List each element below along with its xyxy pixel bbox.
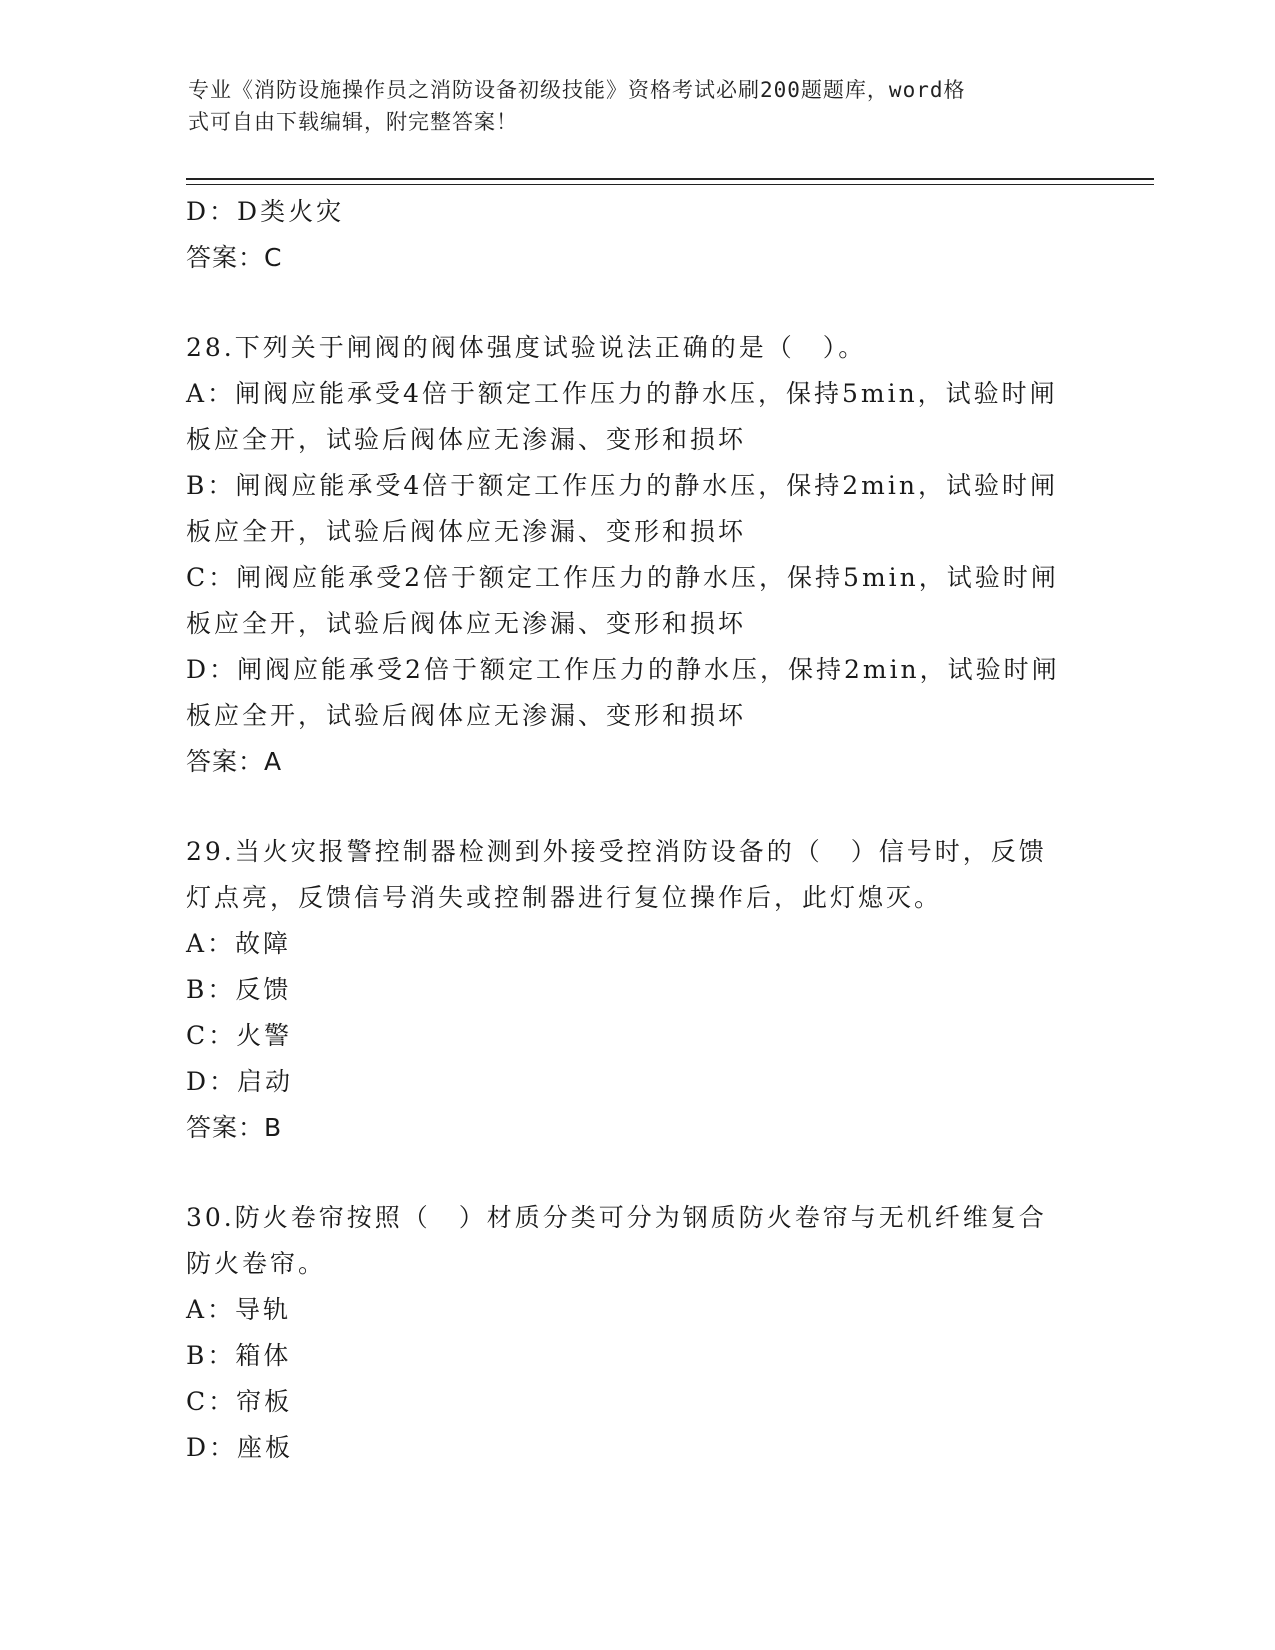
question-stem: 29.当火灾报警控制器检测到外接受控消防设备的（ ）信号时，反馈 xyxy=(186,837,1047,866)
option-b: B：闸阀应能承受4倍于额定工作压力的静水压，保持2min，试验时闸 xyxy=(186,471,1058,500)
question-29 xyxy=(186,829,1086,1151)
option-d: D：座板 xyxy=(186,1433,294,1462)
answer-line: 答案：B xyxy=(186,1113,283,1142)
spacer xyxy=(186,1151,1086,1195)
option-b: B：反馈 xyxy=(186,975,292,1004)
option-c-cont: 板应全开，试验后阀体应无渗漏、变形和损坏 xyxy=(186,609,747,638)
previous-question-tail xyxy=(186,189,1086,281)
page-header xyxy=(188,74,1068,138)
header-line-2: 式可自由下载编辑，附完整答案！ xyxy=(188,110,518,134)
spacer xyxy=(186,281,1086,325)
option-a: A：闸阀应能承受4倍于额定工作压力的静水压，保持5min，试验时闸 xyxy=(186,379,1058,408)
option-d: D：D类火灾 xyxy=(186,197,345,226)
document-body xyxy=(186,189,1086,1471)
spacer xyxy=(186,785,1086,829)
question-28 xyxy=(186,325,1086,785)
option-c: C：火警 xyxy=(186,1021,293,1050)
option-c: C：闸阀应能承受2倍于额定工作压力的静水压，保持5min，试验时闸 xyxy=(186,563,1059,592)
option-b: B：箱体 xyxy=(186,1341,292,1370)
question-stem-cont: 灯点亮，反馈信号消失或控制器进行复位操作后，此灯熄灭。 xyxy=(186,883,943,912)
option-a: A：导轨 xyxy=(186,1295,292,1324)
header-line-1: 专业《消防设施操作员之消防设备初级技能》资格考试必刷200题题库，word格 xyxy=(188,78,966,102)
option-c: C：帘板 xyxy=(186,1387,293,1416)
option-b-cont: 板应全开，试验后阀体应无渗漏、变形和损坏 xyxy=(186,517,747,546)
option-d: D：闸阀应能承受2倍于额定工作压力的静水压，保持2min，试验时闸 xyxy=(186,655,1060,684)
option-d: D：启动 xyxy=(186,1067,294,1096)
option-a-cont: 板应全开，试验后阀体应无渗漏、变形和损坏 xyxy=(186,425,747,454)
question-stem: 30.防火卷帘按照（ ）材质分类可分为钢质防火卷帘与无机纤维复合 xyxy=(186,1203,1047,1232)
question-30 xyxy=(186,1195,1086,1471)
question-stem-cont: 防火卷帘。 xyxy=(186,1249,327,1278)
answer-line: 答案：C xyxy=(186,243,283,272)
answer-line: 答案：A xyxy=(186,747,283,776)
option-d-cont: 板应全开，试验后阀体应无渗漏、变形和损坏 xyxy=(186,701,747,730)
question-stem: 28.下列关于闸阀的阀体强度试验说法正确的是（ ）。 xyxy=(186,333,867,362)
header-divider xyxy=(186,178,1154,185)
option-a: A：故障 xyxy=(186,929,292,958)
